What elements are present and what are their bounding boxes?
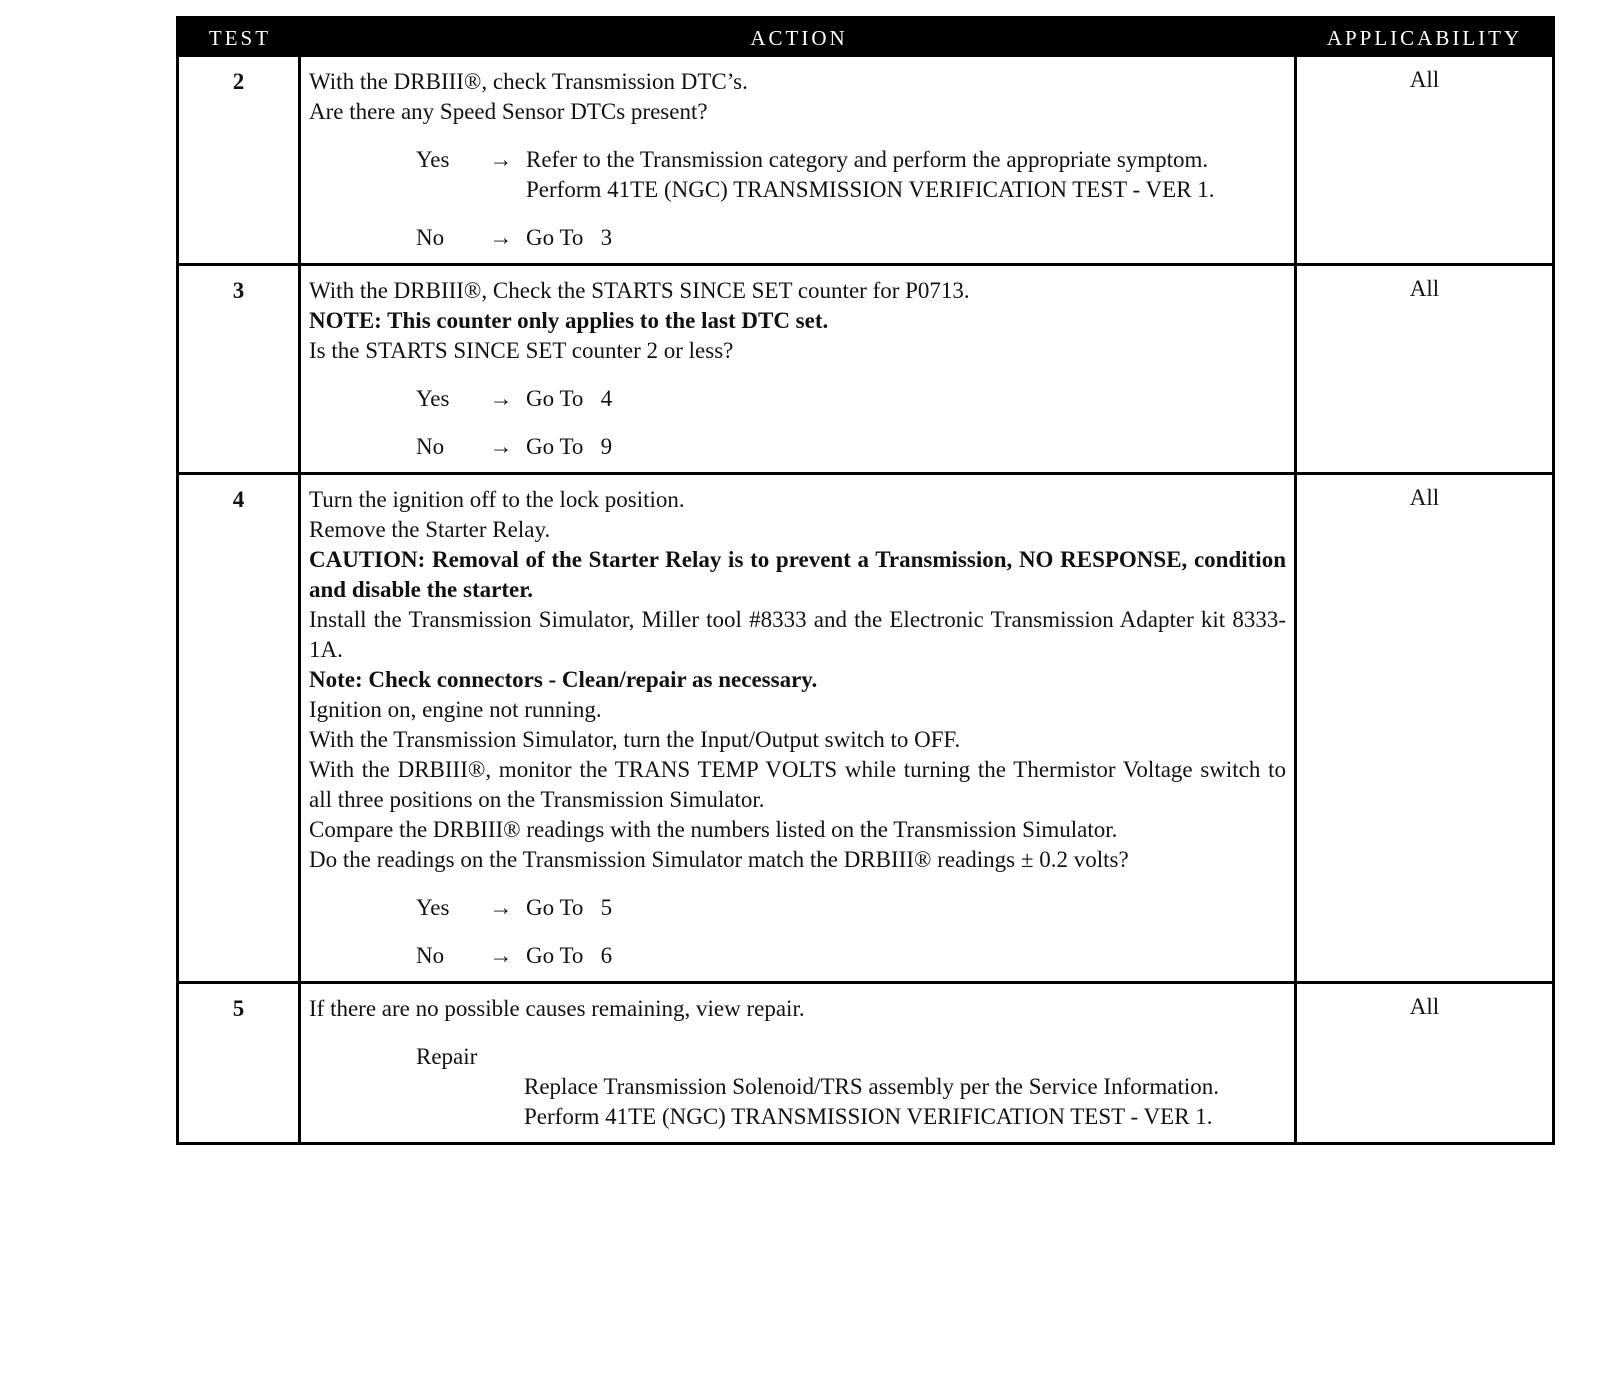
action-cell bbox=[301, 57, 1297, 263]
answer-no bbox=[416, 432, 1286, 462]
answer-list bbox=[309, 145, 1286, 253]
table-row bbox=[179, 472, 1552, 981]
answer-action-line: Go To 9 bbox=[526, 434, 613, 459]
applicability-cell: All bbox=[1409, 276, 1440, 301]
answer-yes bbox=[416, 384, 1286, 414]
test-number: 4 bbox=[179, 475, 301, 981]
table-header bbox=[179, 19, 1552, 57]
applicability-cell: All bbox=[1409, 67, 1440, 92]
repair-instructions bbox=[524, 1072, 1286, 1132]
action-step: With the DRBIII®, monitor the TRANS TEMP VOLTS while turning the Thermistor Voltage switch to all three positions on the Transmission Simulator. bbox=[309, 757, 1286, 812]
arrow-right-icon: → bbox=[489, 147, 513, 172]
arrow-right-icon: → bbox=[489, 895, 513, 920]
answer-action-line: Go To 4 bbox=[526, 386, 613, 411]
arrow-right-icon: → bbox=[489, 386, 513, 411]
action-step: Are there any Speed Sensor DTCs present? bbox=[309, 99, 708, 124]
action-step: With the Transmission Simulator, turn the Input/Output switch to OFF. bbox=[309, 727, 961, 752]
answer-action-line: Go To 3 bbox=[526, 225, 613, 250]
action-note: Note: Check connectors - Clean/repair as necessary. bbox=[309, 667, 818, 692]
answer-no bbox=[416, 941, 1286, 971]
table-row bbox=[179, 263, 1552, 472]
repair-line: Perform 41TE (NGC) TRANSMISSION VERIFICATION TEST - VER 1. bbox=[524, 1104, 1213, 1129]
answer-label: Yes bbox=[416, 895, 450, 920]
action-step: Ignition on, engine not running. bbox=[309, 697, 602, 722]
action-step: Do the readings on the Transmission Simulator match the DRBIII® readings ± 0.2 volts? bbox=[309, 847, 1129, 872]
action-step: Compare the DRBIII® readings with the numbers listed on the Transmission Simulator. bbox=[309, 817, 1118, 842]
diagnostic-test-table bbox=[176, 16, 1555, 1145]
answer-yes bbox=[416, 893, 1286, 923]
table-row bbox=[179, 57, 1552, 263]
arrow-right-icon: → bbox=[489, 943, 513, 968]
header-test: TEST bbox=[208, 25, 272, 50]
action-step: Is the STARTS SINCE SET counter 2 or less? bbox=[309, 338, 734, 363]
table-body bbox=[179, 57, 1552, 1142]
action-cell bbox=[301, 266, 1297, 472]
action-step: Remove the Starter Relay. bbox=[309, 517, 551, 542]
answer-label: Yes bbox=[416, 386, 450, 411]
answer-action bbox=[526, 145, 1286, 205]
answer-yes bbox=[416, 145, 1286, 205]
repair-line: Replace Transmission Solenoid/TRS assembly per the Service Information. bbox=[524, 1074, 1220, 1099]
answer-action bbox=[526, 223, 1286, 253]
action-step: Turn the ignition off to the lock position. bbox=[309, 487, 685, 512]
applicability-cell: All bbox=[1409, 994, 1440, 1019]
arrow-right-icon: → bbox=[489, 434, 513, 459]
answer-action bbox=[526, 941, 1286, 971]
header-action: ACTION bbox=[750, 25, 848, 50]
test-number: 5 bbox=[179, 984, 301, 1142]
action-step: If there are no possible causes remaining, view repair. bbox=[309, 996, 805, 1021]
action-step: With the DRBIII®, Check the STARTS SINCE SET counter for P0713. bbox=[309, 278, 970, 303]
applicability-cell: All bbox=[1409, 485, 1440, 510]
answer-no bbox=[416, 223, 1286, 253]
repair-label: Repair bbox=[416, 1044, 478, 1069]
answer-action bbox=[526, 893, 1286, 923]
action-note: NOTE: This counter only applies to the last DTC set. bbox=[309, 308, 829, 333]
answer-action-line: Go To 6 bbox=[526, 943, 613, 968]
answer-list bbox=[309, 384, 1286, 462]
action-note: CAUTION: Removal of the Starter Relay is to prevent a Transmission, NO RESPONSE, condition and disable the starter. bbox=[309, 547, 1286, 602]
test-number: 3 bbox=[179, 266, 301, 472]
answer-action bbox=[526, 384, 1286, 414]
answer-action-line: Go To 5 bbox=[526, 895, 613, 920]
table-row bbox=[179, 981, 1552, 1142]
action-step: With the DRBIII®, check Transmission DTC’s. bbox=[309, 69, 748, 94]
answer-label: Yes bbox=[416, 147, 450, 172]
arrow-right-icon: → bbox=[489, 225, 513, 250]
answer-label: No bbox=[416, 225, 445, 250]
answer-action bbox=[526, 432, 1286, 462]
action-step: Install the Transmission Simulator, Miller tool #8333 and the Electronic Transmission Adapter kit 8333-1A. bbox=[309, 607, 1286, 662]
header-applicability: APPLICABILITY bbox=[1326, 25, 1523, 50]
test-number: 2 bbox=[179, 57, 301, 263]
action-cell bbox=[301, 475, 1297, 981]
answer-action-line: Refer to the Transmission category and perform the appropriate symptom. bbox=[526, 147, 1209, 172]
answer-list bbox=[309, 893, 1286, 971]
answer-label: No bbox=[416, 434, 445, 459]
action-cell bbox=[301, 984, 1297, 1142]
answer-label: No bbox=[416, 943, 445, 968]
answer-action-line: Perform 41TE (NGC) TRANSMISSION VERIFICATION TEST - VER 1. bbox=[526, 177, 1215, 202]
